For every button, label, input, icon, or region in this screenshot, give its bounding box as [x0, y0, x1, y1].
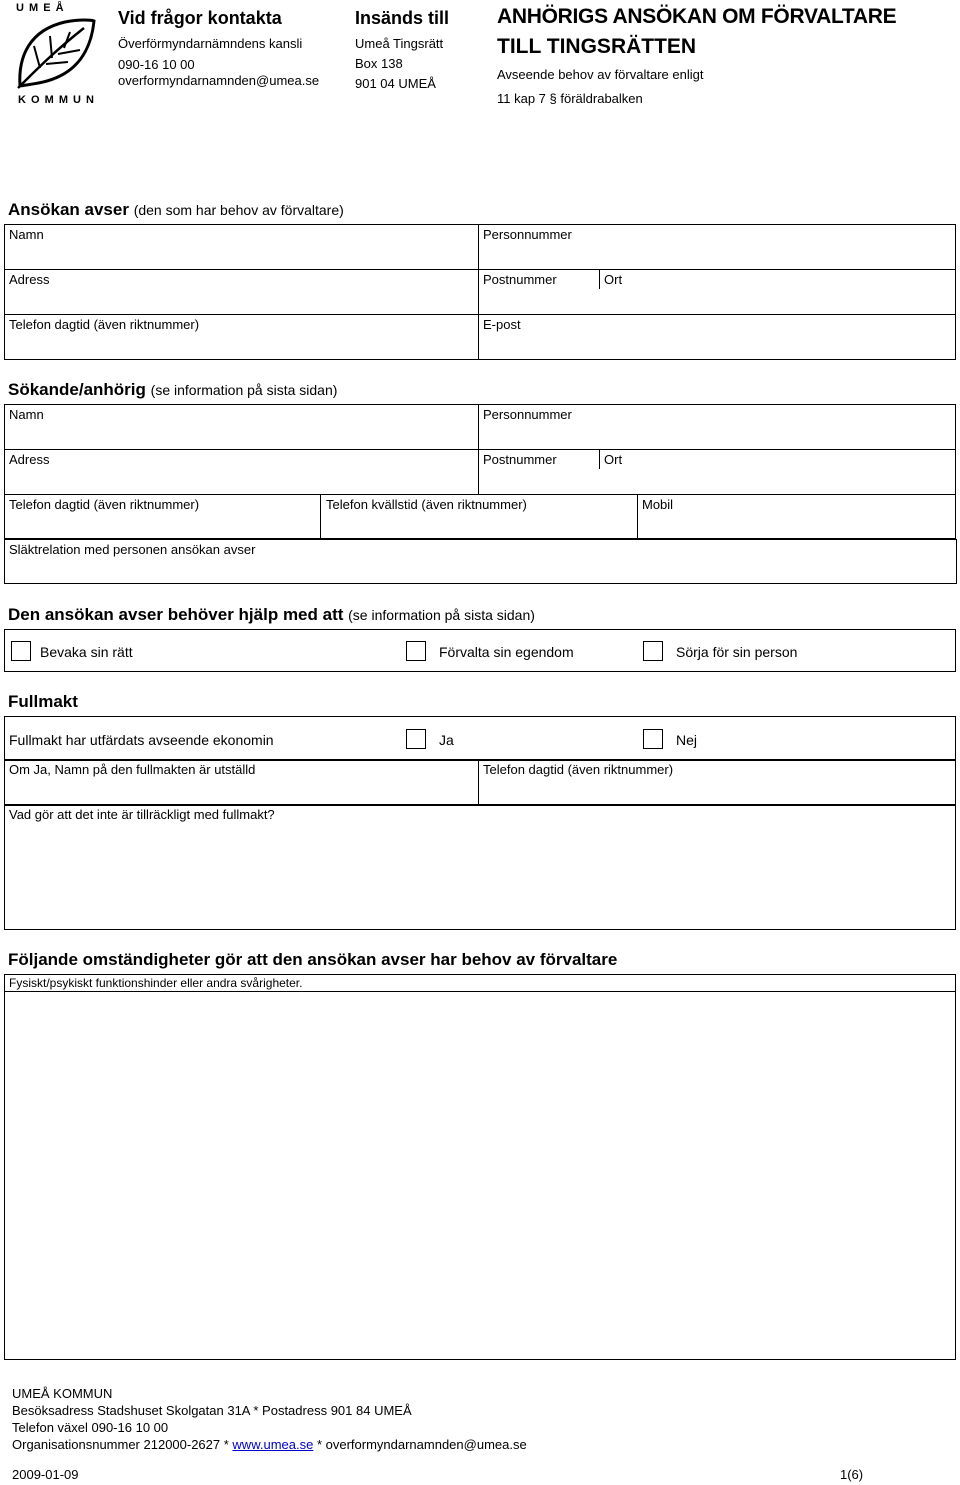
- label-address: Adress: [9, 272, 50, 287]
- checkbox-sorja[interactable]: [643, 641, 663, 661]
- option-bevaka-label: Bevaka sin rätt: [40, 644, 133, 660]
- logo-top-text: U M E Å: [16, 2, 65, 14]
- applicant-ort-field[interactable]: [600, 270, 955, 313]
- section4-title: Fullmakt: [8, 692, 78, 711]
- option-sorja-label: Sörja för sin person: [676, 644, 798, 660]
- send-to-block: [355, 8, 449, 91]
- section2-subtitle: (se information på sista sidan): [150, 382, 338, 398]
- label-postnr: Postnummer: [483, 452, 557, 467]
- relative-name-field[interactable]: [5, 405, 477, 448]
- section1-subtitle: (den som har behov av förvaltare): [133, 202, 344, 218]
- contact-phone: 090-16 10 00: [118, 57, 195, 72]
- section1-title: [8, 200, 344, 220]
- checkbox-bevaka[interactable]: [11, 641, 31, 661]
- send-to-line1: Umeå Tingsrätt: [355, 36, 444, 51]
- footer-org: UMEÅ KOMMUN: [12, 1386, 113, 1401]
- label-name: Namn: [9, 407, 44, 422]
- section3-subtitle: (se information på sista sidan): [348, 607, 535, 623]
- section5-title: Följande omständigheter gör att den ansökan avser har behov av förvaltare: [8, 950, 618, 969]
- send-to-line3: 901 04 UMEÅ: [355, 76, 436, 91]
- relative-mobile-field[interactable]: [638, 495, 955, 538]
- footer-orgnr-line: [12, 1436, 527, 1453]
- checkbox-poa-yes[interactable]: [406, 729, 426, 749]
- label-ort: Ort: [604, 452, 623, 467]
- footer-date: 2009-01-09: [12, 1467, 79, 1482]
- poa-question-label: Fullmakt har utfärdats avseende ekonomin: [9, 732, 274, 748]
- label-poa-insufficient: Vad gör att det inte är tillräckligt med fullmakt?: [9, 807, 275, 822]
- section1-title-text: Ansökan avser: [8, 200, 129, 219]
- send-to-line2: Box 138: [355, 56, 403, 71]
- section3-title-text: Den ansökan avser behöver hjälp med att: [8, 605, 344, 624]
- footer-web-link[interactable]: www.umea.se: [232, 1437, 314, 1452]
- circumstances-box[interactable]: [4, 974, 956, 1360]
- divider: [4, 991, 956, 992]
- contact-office: Överförmyndarnämndens kansli: [118, 36, 303, 51]
- form-title-block: [497, 5, 896, 106]
- label-address: Adress: [9, 452, 50, 467]
- contact-block: [118, 8, 319, 88]
- form-title-line1: ANHÖRIGS ANSÖKAN OM FÖRVALTARE: [497, 5, 897, 28]
- applicant-name-field[interactable]: [5, 225, 477, 268]
- label-circumstances: Fysiskt/psykiskt funktionshinder eller andra svårigheter.: [9, 976, 303, 990]
- label-postnr: Postnummer: [483, 272, 557, 287]
- poa-yes-label: Ja: [439, 732, 454, 748]
- label-phone-evening: Telefon kvällstid (även riktnummer): [326, 497, 527, 512]
- section3-title: [8, 605, 535, 625]
- footer-visit-address: Besöksadress Stadshuset Skolgatan 31A * Postadress 901 84 UMEÅ: [12, 1403, 412, 1418]
- applicant-address-field[interactable]: [5, 270, 477, 313]
- label-mobile: Mobil: [642, 497, 674, 512]
- label-phone-day: Telefon dagtid (även riktnummer): [9, 497, 200, 512]
- checkbox-forvalta[interactable]: [406, 641, 426, 661]
- contact-email: overformyndarnamnden@umea.se: [118, 73, 320, 88]
- page-number: 1(6): [840, 1467, 864, 1482]
- label-email: E-post: [483, 317, 521, 332]
- poa-insufficient-box[interactable]: [4, 805, 956, 930]
- label-pnr: Personnummer: [483, 227, 572, 242]
- label-pnr: Personnummer: [483, 407, 572, 422]
- checkbox-poa-no[interactable]: [643, 729, 663, 749]
- footer-switchboard: Telefon växel 090-16 10 00: [12, 1420, 169, 1435]
- label-phone: Telefon dagtid (även riktnummer): [9, 317, 200, 332]
- label-ort: Ort: [604, 272, 623, 287]
- applicant-email-field[interactable]: [479, 315, 955, 359]
- relative-address-field[interactable]: [5, 450, 477, 493]
- relative-ort-field[interactable]: [600, 450, 955, 493]
- send-to-heading: Insänds till: [355, 8, 450, 28]
- option-forvalta-label: Förvalta sin egendom: [439, 644, 574, 660]
- footer-orgnr: Organisationsnummer 212000-2627 *: [12, 1437, 233, 1452]
- label-name: Namn: [9, 227, 44, 242]
- form-title-line2: TILL TINGSRÄTTEN: [497, 35, 697, 58]
- label-poa-holder: Om Ja, Namn på den fullmakten är utställd: [9, 762, 256, 777]
- section2-title-text: Sökande/anhörig: [8, 380, 146, 399]
- poa-no-label: Nej: [676, 732, 698, 748]
- municipality-logo: [6, 2, 100, 108]
- form-subtitle-1: Avseende behov av förvaltare enligt: [497, 67, 704, 82]
- form-subtitle-2: 11 kap 7 § föräldrabalken: [497, 91, 643, 106]
- logo-bottom-text: K O M M U N: [18, 94, 95, 106]
- footer-block: [12, 1385, 527, 1453]
- label-poa-phone: Telefon dagtid (även riktnummer): [483, 762, 674, 777]
- contact-heading: Vid frågor kontakta: [118, 8, 282, 28]
- section2-title: [8, 380, 337, 400]
- leaf-icon: [10, 16, 96, 90]
- label-relation: Släktrelation med personen ansökan avser: [9, 542, 256, 557]
- footer-email: * overformyndarnamnden@umea.se: [313, 1437, 527, 1452]
